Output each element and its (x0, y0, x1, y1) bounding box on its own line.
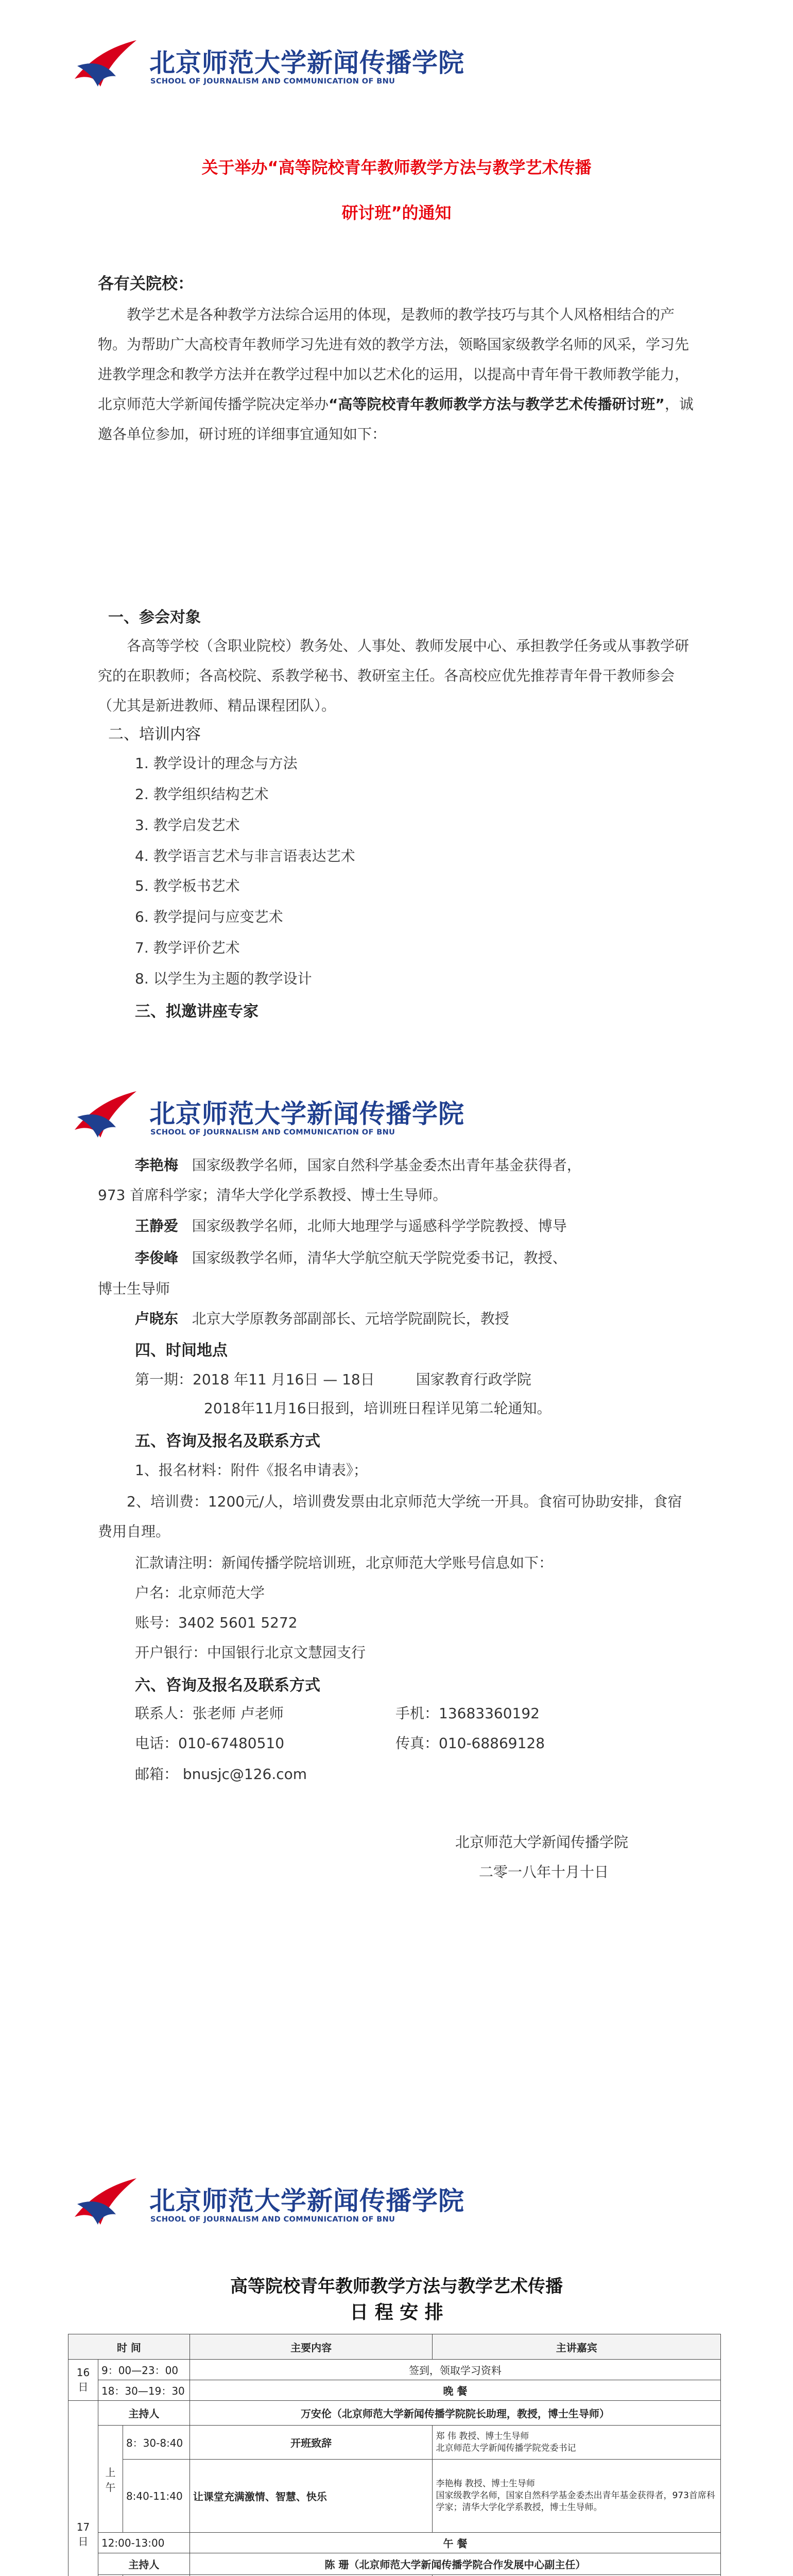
account-number: 账号：3402 5601 5272 (135, 1614, 298, 1631)
header-speaker: 主讲嘉宾 (433, 2334, 721, 2360)
content-item: 6. 教学提问与应变艺术 (135, 908, 283, 925)
registration-fee: 2、培训费：1200元/人，培训费发票由北京师范大学统一开具。食宿可协助安排，食宿费用自理。 (98, 1493, 682, 1540)
expert-name: 李艳梅 (135, 1157, 179, 1174)
speaker: 李艳梅 教授、博士生导师 国家级教学名师，国家自然科学基金委杰出青年基金获得者，973首席科学家；清华大学化学系教授，博士生导师。 (433, 2460, 721, 2533)
expert-desc-cont: 博士生导师 (98, 1280, 170, 1297)
notice-title-line1: 关于举办“高等院校青年教师教学方法与教学艺术传播 (201, 158, 592, 177)
page-2 (0, 1061, 793, 2117)
host-label: 主持人 (98, 2553, 189, 2575)
remit-note: 汇款请注明：新闻传播学院培训班，北京师范大学账号信息如下： (135, 1554, 554, 1571)
morning-label: 上午 (98, 2426, 123, 2533)
row-time: 8：30-8:40 (123, 2426, 189, 2460)
host-name (189, 2553, 720, 2575)
contact-email: 邮箱： bnusjc@126.com (135, 1766, 307, 1783)
time-line (135, 1368, 531, 1389)
expert-entry (135, 1154, 581, 1175)
intro-text: 教学艺术是各种教学方法综合运用的体现，是教师的教学技巧与其个人风格相结合的产物。为帮助广大高校青年教师学习先进有效的教学方法，领略国家级教学名师的风采，学习先进教学理念和教学方法并在教学过程中加以艺术化的运用，以提高中青年骨干教师教学能力，北京师范大学新闻传播学院决定举办 (98, 306, 689, 413)
header-logo (72, 31, 536, 103)
host-name (189, 2401, 720, 2426)
intro-paragraph (98, 300, 695, 449)
expert-entry (135, 1308, 509, 1328)
table-row (68, 2553, 721, 2575)
notice-title-line2: 研讨班”的通知 (341, 203, 452, 223)
content-item: 1. 教学设计的理念与方法 (135, 755, 298, 772)
schedule-subtitle: 日 程 安 排 (350, 2302, 443, 2323)
table-row (68, 2460, 721, 2533)
table-row (68, 2533, 721, 2553)
bank-name: 开户银行：中国银行北京文慧园支行 (135, 1644, 366, 1661)
session-time: 第一期：2018 年11 月16日 — 18日 (135, 1371, 375, 1388)
expert-desc: 北京大学原教务部副部长、元培学院副院长，教授 (192, 1310, 509, 1327)
row-time: 8:40-11:40 (123, 2460, 189, 2533)
host-label: 主持人 (98, 2401, 189, 2426)
time-note: 2018年11月16日报到，培训班日程详见第二轮通知。 (204, 1400, 551, 1417)
intro-tail: ，诚邀各单位参加，研讨班的详细事宜通知如下： (98, 396, 694, 443)
header-logo (72, 1082, 536, 1154)
school-logo-icon (72, 2173, 139, 2230)
row-time: 9：00—23：00 (98, 2360, 189, 2380)
content-item: 8. 以学生为主题的教学设计 (135, 970, 312, 987)
host-text: 万安伦（北京师范大学新闻传播学院院长助理，教授，博士生导师） (300, 2408, 610, 2420)
expert-desc: 国家级教学名师，清华大学航空航天学院党委书记，教授、 (192, 1249, 567, 1266)
content-item: 5. 教学板书艺术 (135, 877, 240, 894)
schedule-title: 高等院校青年教师教学方法与教学艺术传播 (230, 2276, 563, 2297)
school-name-en: SCHOOL OF JOURNALISM AND COMMUNICATION OF BNU (150, 2215, 395, 2224)
row-time: 18：30—19：30 (98, 2380, 189, 2401)
row-time: 12:00-13:00 (98, 2533, 189, 2553)
lunch: 午 餐 (189, 2533, 720, 2553)
section-participants: 一、参会对象 (108, 608, 201, 626)
school-logo-icon (72, 1086, 139, 1143)
speaker: 郑 伟 教授、博士生导师 北京师范大学新闻传播学院党委书记 (433, 2426, 721, 2460)
school-name-cn: 北京师范大学新闻传播学院 (149, 2185, 464, 2216)
section-experts: 三、拟邀讲座专家 (135, 1003, 258, 1021)
school-name-en: SCHOOL OF JOURNALISM AND COMMUNICATION OF BNU (150, 1128, 395, 1137)
content-item: 4. 教学语言艺术与非言语表达艺术 (135, 848, 355, 865)
header-logo (72, 2169, 536, 2241)
contact-persons: 联系人：张老师 卢老师 (135, 1705, 284, 1722)
host-text: 陈 珊（北京师范大学新闻传播学院合作发展中心副主任） (324, 2558, 586, 2571)
expert-desc-cont: 973 首席科学家；清华大学化学系教授、博士生导师。 (98, 1187, 447, 1204)
content-item: 2. 教学组织结构艺术 (135, 786, 269, 803)
table-header-row (68, 2334, 721, 2360)
section-contents: 二、培训内容 (108, 725, 201, 743)
checkin: 签到，领取学习资料 (189, 2360, 720, 2380)
table-row (68, 2401, 721, 2426)
contact-fax: 传真：010-68869128 (395, 1735, 545, 1752)
contact-mobile: 手机：13683360192 (395, 1705, 540, 1722)
dinner: 晚 餐 (189, 2380, 720, 2401)
signature-date: 二零一八年十月十日 (479, 1863, 609, 1880)
table-row (68, 2360, 721, 2380)
table-row (68, 2426, 721, 2460)
header-content: 主要内容 (189, 2334, 433, 2360)
expert-entry (135, 1247, 567, 1267)
expert-entry (135, 1215, 567, 1235)
school-name-cn: 北京师范大学新闻传播学院 (149, 1098, 464, 1129)
account-name: 户名：北京师范大学 (135, 1584, 265, 1601)
expert-desc: 国家级教学名师，国家自然科学基金委杰出青年基金获得者， (192, 1157, 581, 1174)
section-registration: 五、咨询及报名及联系方式 (135, 1432, 320, 1450)
expert-name: 卢晓东 (135, 1310, 179, 1327)
school-logo-icon (72, 35, 139, 92)
content-item: 3. 教学启发艺术 (135, 817, 240, 834)
school-name-cn: 北京师范大学新闻传播学院 (149, 47, 464, 78)
participants-paragraph: 各高等学校（含职业院校）教务处、人事处、教师发展中心、承担教学任务或从事教学研究的在职教师；各高校院、系教学秘书、教研室主任。各高校应优先推荐青年骨干教师参会（尤其是新进教师、精品课程团队）。 (98, 637, 689, 714)
session-title: 开班致辞 (189, 2426, 433, 2460)
signature-org: 北京师范大学新闻传播学院 (455, 1834, 629, 1851)
school-name-en: SCHOOL OF JOURNALISM AND COMMUNICATION OF BNU (150, 77, 395, 86)
schedule-table (68, 2334, 721, 2576)
table-row (68, 2380, 721, 2401)
expert-desc: 国家级教学名师，北师大地理学与遥感科学学院教授、博导 (192, 1217, 567, 1234)
section-contact: 六、咨询及报名及联系方式 (135, 1676, 320, 1694)
header-time: 时 间 (68, 2334, 190, 2360)
salutation: 各有关院校： (98, 275, 194, 293)
expert-name: 李俊峰 (135, 1249, 179, 1266)
day-16: 16日 (68, 2360, 98, 2401)
page-1 (0, 0, 793, 1061)
session-title: 让课堂充满激情、智慧、快乐 (189, 2460, 433, 2533)
venue: 国家教育行政学院 (416, 1371, 531, 1388)
content-item: 7. 教学评价艺术 (135, 939, 240, 956)
registration-materials: 1、报名材料：附件《报名申请表》； (135, 1462, 368, 1479)
day-17: 17日 (68, 2401, 98, 2576)
expert-name: 王静爱 (135, 1217, 179, 1234)
contact-phone: 电话：010-67480510 (135, 1735, 285, 1752)
intro-bold: “高等院校青年教师教学方法与教学艺术传播研讨班” (329, 396, 665, 413)
section-time-place: 四、时间地点 (135, 1342, 228, 1360)
